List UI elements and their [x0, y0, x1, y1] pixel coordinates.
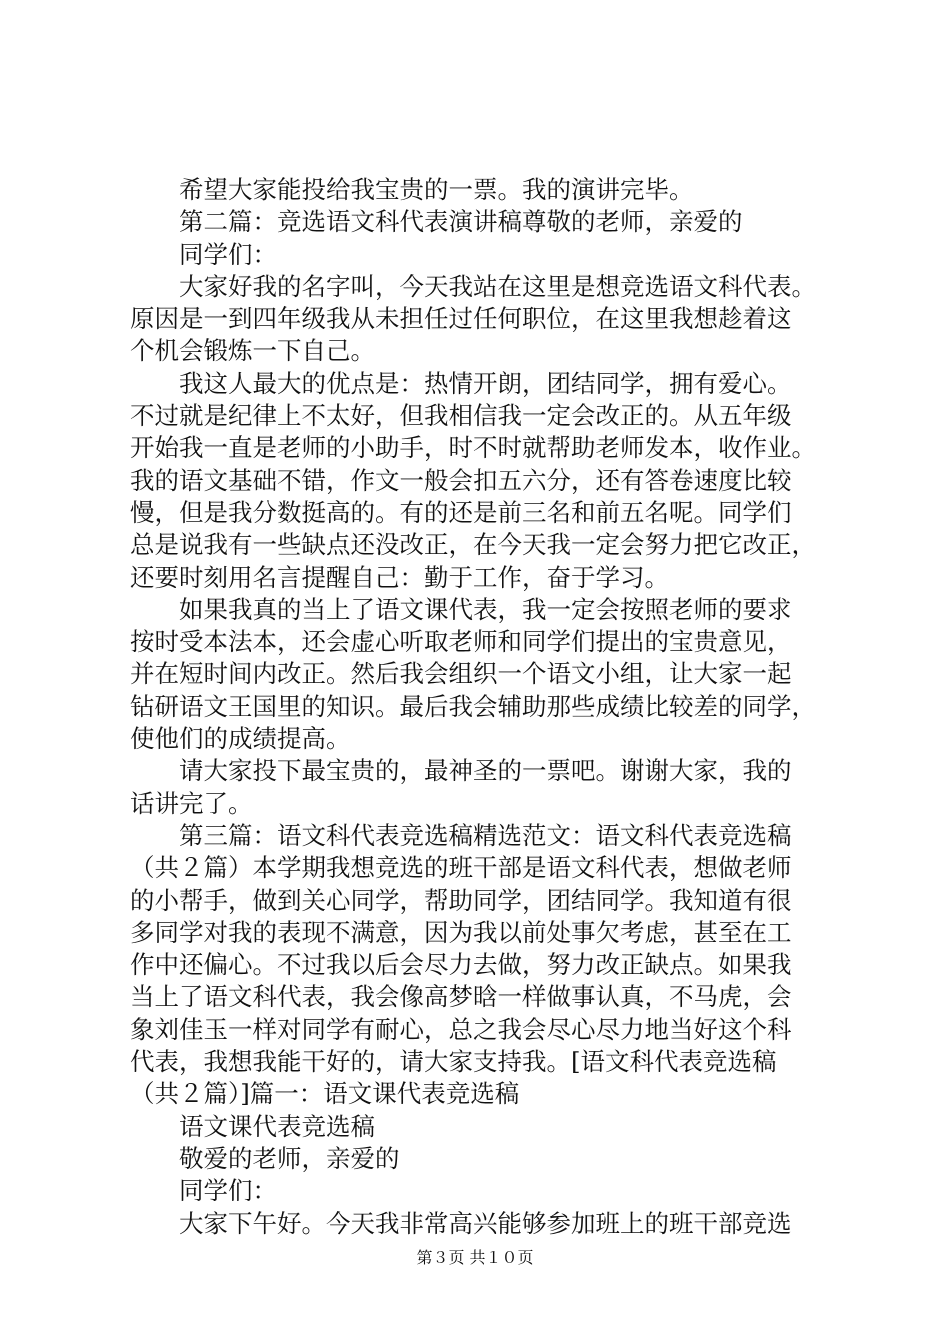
text-line: 同学们： — [179, 239, 277, 269]
text-line: 敬爱的老师，亲爱的 — [179, 1143, 400, 1173]
section-heading-line: 第二篇：竞选语文科代表演讲稿尊敬的老师，亲爱的 — [179, 207, 743, 237]
text-line: 当上了语文科代表，我会像高梦晗一样做事认真，不马虎，会 — [130, 982, 792, 1012]
text-line: 的小帮手，做到关心同学，帮助同学，团结同学。我知道有很 — [130, 885, 792, 915]
document-body — [130, 174, 840, 1240]
text-line: 钻研语文王国里的知识。最后我会辅助那些成绩比较差的同学， — [130, 691, 816, 721]
text-line: 个机会锻炼一下自己。 — [130, 336, 375, 366]
text-line: 作中还偏心。不过我以后会尽力去做，努力改正缺点。如果我 — [130, 950, 792, 980]
paragraph-start-line: 请大家投下最宝贵的，最神圣的一票吧。谢谢大家，我的 — [179, 756, 792, 786]
text-line: 还要时刻用名言提醒自己：勤于工作，奋于学习。 — [130, 562, 669, 592]
text-line: 希望大家能投给我宝贵的一票。我的演讲完毕。 — [179, 175, 694, 204]
page-number-footer: 第３页 共１０页 — [416, 1248, 534, 1267]
text-line: 按时受本法本，还会虚心听取老师和同学们提出的宝贵意见， — [130, 627, 792, 657]
text-line: 多同学对我的表现不满意，因为我以前处事欠考虑，甚至在工 — [130, 917, 792, 947]
text-line: 象刘佳玉一样对同学有耐心，总之我会尽心尽力地当好这个科 — [130, 1014, 792, 1044]
text-line: 不过就是纪律上不太好，但我相信我一定会改正的。从五年级 — [130, 401, 792, 431]
text-line: 同学们： — [179, 1176, 277, 1206]
paragraph-start-line: 大家好我的名字叫，今天我站在这里是想竞选语文科代表。 — [179, 271, 816, 301]
paragraph-start-line: 我这人最大的优点是：热情开朗，团结同学，拥有爱心。 — [179, 368, 792, 398]
paragraph-start-line: 大家下午好。今天我非常高兴能够参加班上的班干部竞选 — [179, 1208, 792, 1238]
text-line: 代表，我想我能干好的，请大家支持我。[语文科代表竞选稿 — [130, 1047, 777, 1077]
paragraph-start-line: 如果我真的当上了语文课代表，我一定会按照老师的要求 — [179, 594, 792, 624]
text-line: （共２篇）]篇一：语文课代表竞选稿 — [130, 1079, 520, 1109]
text-line: 我的语文基础不错，作文一般会扣五六分，还有答卷速度比较 — [130, 465, 792, 495]
text-line: 语文课代表竞选稿 — [179, 1111, 375, 1141]
section-heading-line: 第三篇：语文科代表竞选稿精选范文：语文科代表竞选稿 — [179, 820, 792, 850]
text-line: 慢，但是我分数挺高的。有的还是前三名和前五名呢。同学们 — [130, 497, 792, 527]
text-line: 使他们的成绩提高。 — [130, 724, 351, 754]
text-line: 原因是一到四年级我从未担任过任何职位，在这里我想趁着这 — [130, 304, 792, 334]
text-line: （共２篇）本学期我想竞选的班干部是语文科代表，想做老师 — [130, 853, 792, 883]
text-line: 总是说我有一些缺点还没改正，在今天我一定会努力把它改正， — [130, 530, 816, 560]
text-line: 并在短时间内改正。然后我会组织一个语文小组，让大家一起 — [130, 659, 792, 689]
text-line: 开始我一直是老师的小助手，时不时就帮助老师发本，收作业。 — [130, 433, 816, 463]
text-line: 话讲完了。 — [130, 788, 253, 818]
